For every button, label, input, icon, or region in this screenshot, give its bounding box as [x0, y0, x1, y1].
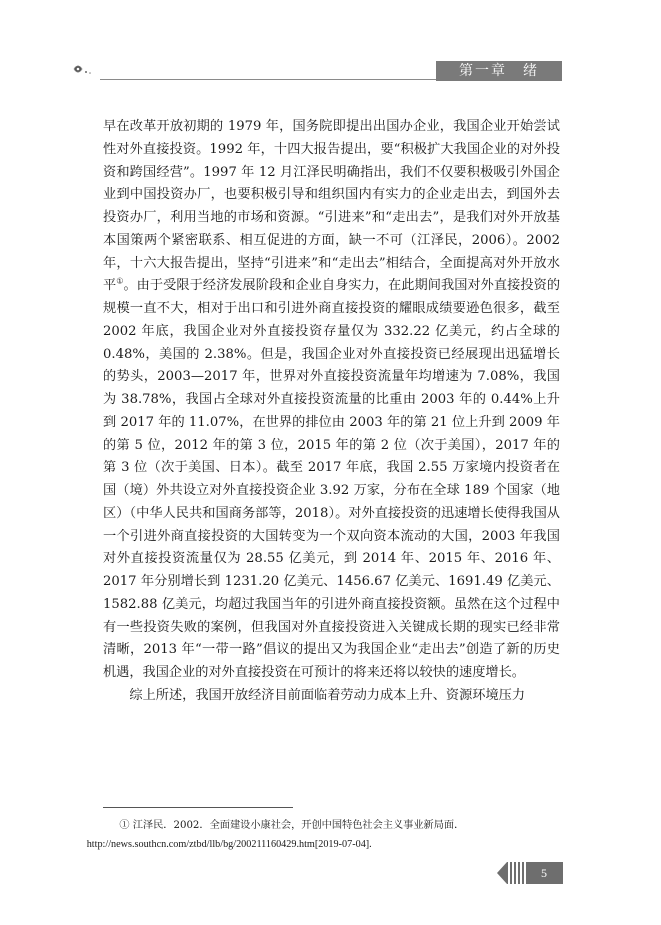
- main-text: [103, 116, 560, 708]
- paragraph-1: [103, 116, 560, 685]
- footnote-reference[interactable]: ①: [116, 276, 124, 286]
- paragraph-1-part-1: 早在改革开放初期的 1979 年，国务院即提出出国办企业，我国企业开始尝试性对外直接投资。1992 年，十四大报告提出，要“积极扩大我国企业的对外投资和跨国经营”。1997 年 12 月江泽民明确指出，我们不仅要积极吸引外国企业到中国投资办厂，也要积极引导和组织国内有实力的企业走出去，到国外去投资办厂，利用当地的市场和资源。“引进来”和“走出去”，是我们对外开放基本国策两个紧密联系、相互促进的方面，缺一不可（江泽民，2006）。2002 年，十六大报告提出，坚持“引进来”和“走出去”相结合，全面提高对外开放水平: [103, 119, 560, 294]
- paragraph-2: 综上所述，我国开放经济目前面临着劳动力成本上升、资源环境压力: [129, 687, 526, 703]
- footnote-url[interactable]: http://news.southcn.com/ztbd/llb/bg/200211160429.htm[2019-07-04].: [86, 839, 372, 850]
- paragraph-1-part-2: 。由于受限于经济发展阶段和企业自身实力，在此期间我国对外直接投资的规模一直不大，相对于出口和引进外商直接投资的耀眼成绩要逊色很多，截至 2002 年底，我国企业对外直接投资存量仅为 332.22 亿美元，约占全球的 0.48%，美国的 2.38%。但是，我国企业对外直接投资已经展现出迅猛增长的势头，2003—2017 年，世界对外直接投资流量年均增速为 7.08%，我国为 38.78%，我国占全球对外直接投资流量的比重由 2003 年的 0.44%上升到 2017 年的 11.07%，在世界的排位由 2003 年的第 21 位上升到 2009 年的第 5 位，2012 年的第 3 位，2015 年的第 2 位（次于美国），2017 年的第 3 位（次于美国、日本）。截至 2017 年底，我国 2.55 万家境内投资者在国（境）外共设立对外直接投资企业 3.92 万家，分布在全球 189 个国家（地区）（中华人民共和国商务部等，2018）。对外直接投资的迅速增长使得我国从一个引进外商直接投资的大国转变为一个双向资本流动的大国，2003 年我国对外直接投资流量仅为 28.55 亿美元，到 2014 年、2015 年、2016 年、2017 年分别增长到 1231.20 亿美元、1456.67 亿美元、1691.49 亿美元、1582.88 亿美元，均超过我国当年的引进外商直接投资额。虽然在这个过程中有一些投资失败的案例，但我国对外直接投资进入关键成长期的现实已经非常清晰，2013 年“一带一路”倡议的提出又为我国企业“走出去”创造了新的历史机遇，我国企业的对外直接投资在可预计的将来还将以较快的速度增长。: [103, 278, 561, 680]
- header-ornament-icon: [72, 63, 102, 77]
- page-number: 5: [541, 866, 547, 880]
- footnote-marker: ①: [119, 820, 130, 831]
- chapter-header: 第一章 绪 论: [436, 61, 562, 81]
- footnote: [86, 816, 563, 854]
- footnote-text: 江泽民．2002．全面建设小康社会，开创中国特色社会主义事业新局面．: [129, 820, 465, 831]
- footnote-divider: [103, 807, 293, 808]
